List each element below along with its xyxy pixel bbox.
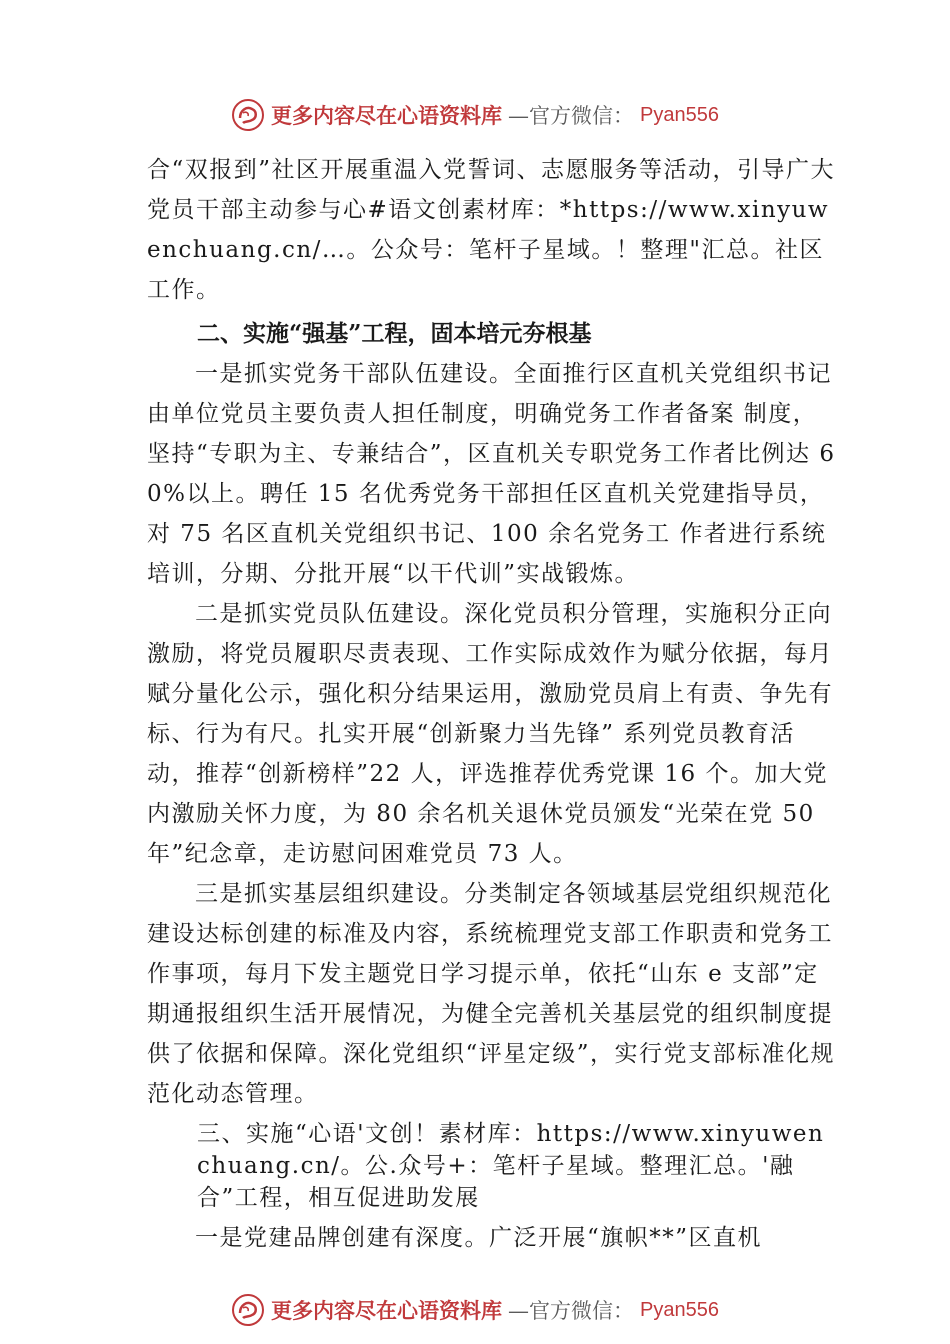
brain-logo-icon: [231, 1293, 265, 1327]
section-heading-ronghe: 三、实施“心语'文创！素材库：https://www.xinyuwenchuang.cn/。公.众号+：笔杆子星域。整理汇总。'融合”工程，相互促进助发展: [197, 1121, 825, 1211]
paragraph-brand-building: 一是党建品牌创建有深度。广泛开展“旗帜**”区直机: [195, 1225, 763, 1251]
document-body: [147, 150, 837, 1258]
banner-wechat-id: Pyan556: [640, 103, 719, 126]
banner-title: 更多内容尽在心语资料库: [271, 1298, 503, 1323]
banner-wechat-id: Pyan556: [640, 1298, 719, 1321]
brain-logo-icon: [231, 98, 265, 132]
banner-title: 更多内容尽在心语资料库: [271, 103, 503, 128]
section-heading-qiangji: 二、实施“强基”工程，固本培元夯根基: [197, 320, 592, 347]
banner-official-label: —官方微信：: [508, 1299, 635, 1323]
paragraph-party-cadre-building: 一是抓实党务干部队伍建设。全面推行区直机关党组织书记由单位党员主要负责人担任制度，明确党务工作者备案 制度，坚持“专职为主、专兼结合”，区直机关专职党务工作者比例达 60%以上。聘任 15 名优秀党务干部担任区直机关党建指导员，对 75 名区直机关党组织书记、100 余名党务工 作者进行系统培训，分期、分批开展“以干代训”实战锻炼。: [147, 361, 836, 587]
paragraph-community-work: 合“双报到”社区开展重温入党誓词、志愿服务等活动，引导广大党员干部主动参与心#语文创素材库：*https://www.xinyuwenchuang.cn/…。公众号：笔杆子星域。！整理"汇总。社区工作。: [147, 157, 836, 303]
footer-watermark-banner: [0, 1290, 950, 1330]
banner-official-label: —官方微信：: [508, 104, 635, 128]
paragraph-party-member-building: 二是抓实党员队伍建设。深化党员积分管理，实施积分正向激励，将党员履职尽责表现、工作实际成效作为赋分依据，每月赋分量化公示，强化积分结果运用，激励党员肩上有责、争先有标、行为有尺。扎实开展“创新聚力当先锋” 系列党员教育活动，推荐“创新榜样”22 人，评选推荐优秀党课 16 个。加大党内激励关怀力度，为 80 余名机关退休党员颁发“光荣在党 50 年”纪念章，走访慰问困难党员 73 人。: [147, 601, 833, 867]
header-watermark-banner: [0, 95, 950, 135]
paragraph-grassroots-organization: 三是抓实基层组织建设。分类制定各领域基层党组织规范化建设达标创建的标准及内容，系统梳理党支部工作职责和党务工作事项，每月下发主题党日学习提示单，依托“山东 e 支部”定期通报组织生活开展情况，为健全完善机关基层党的组织制度提供了依据和保障。深化党组织“评星定级”，实行党支部标准化规范化动态管理。: [147, 881, 836, 1107]
